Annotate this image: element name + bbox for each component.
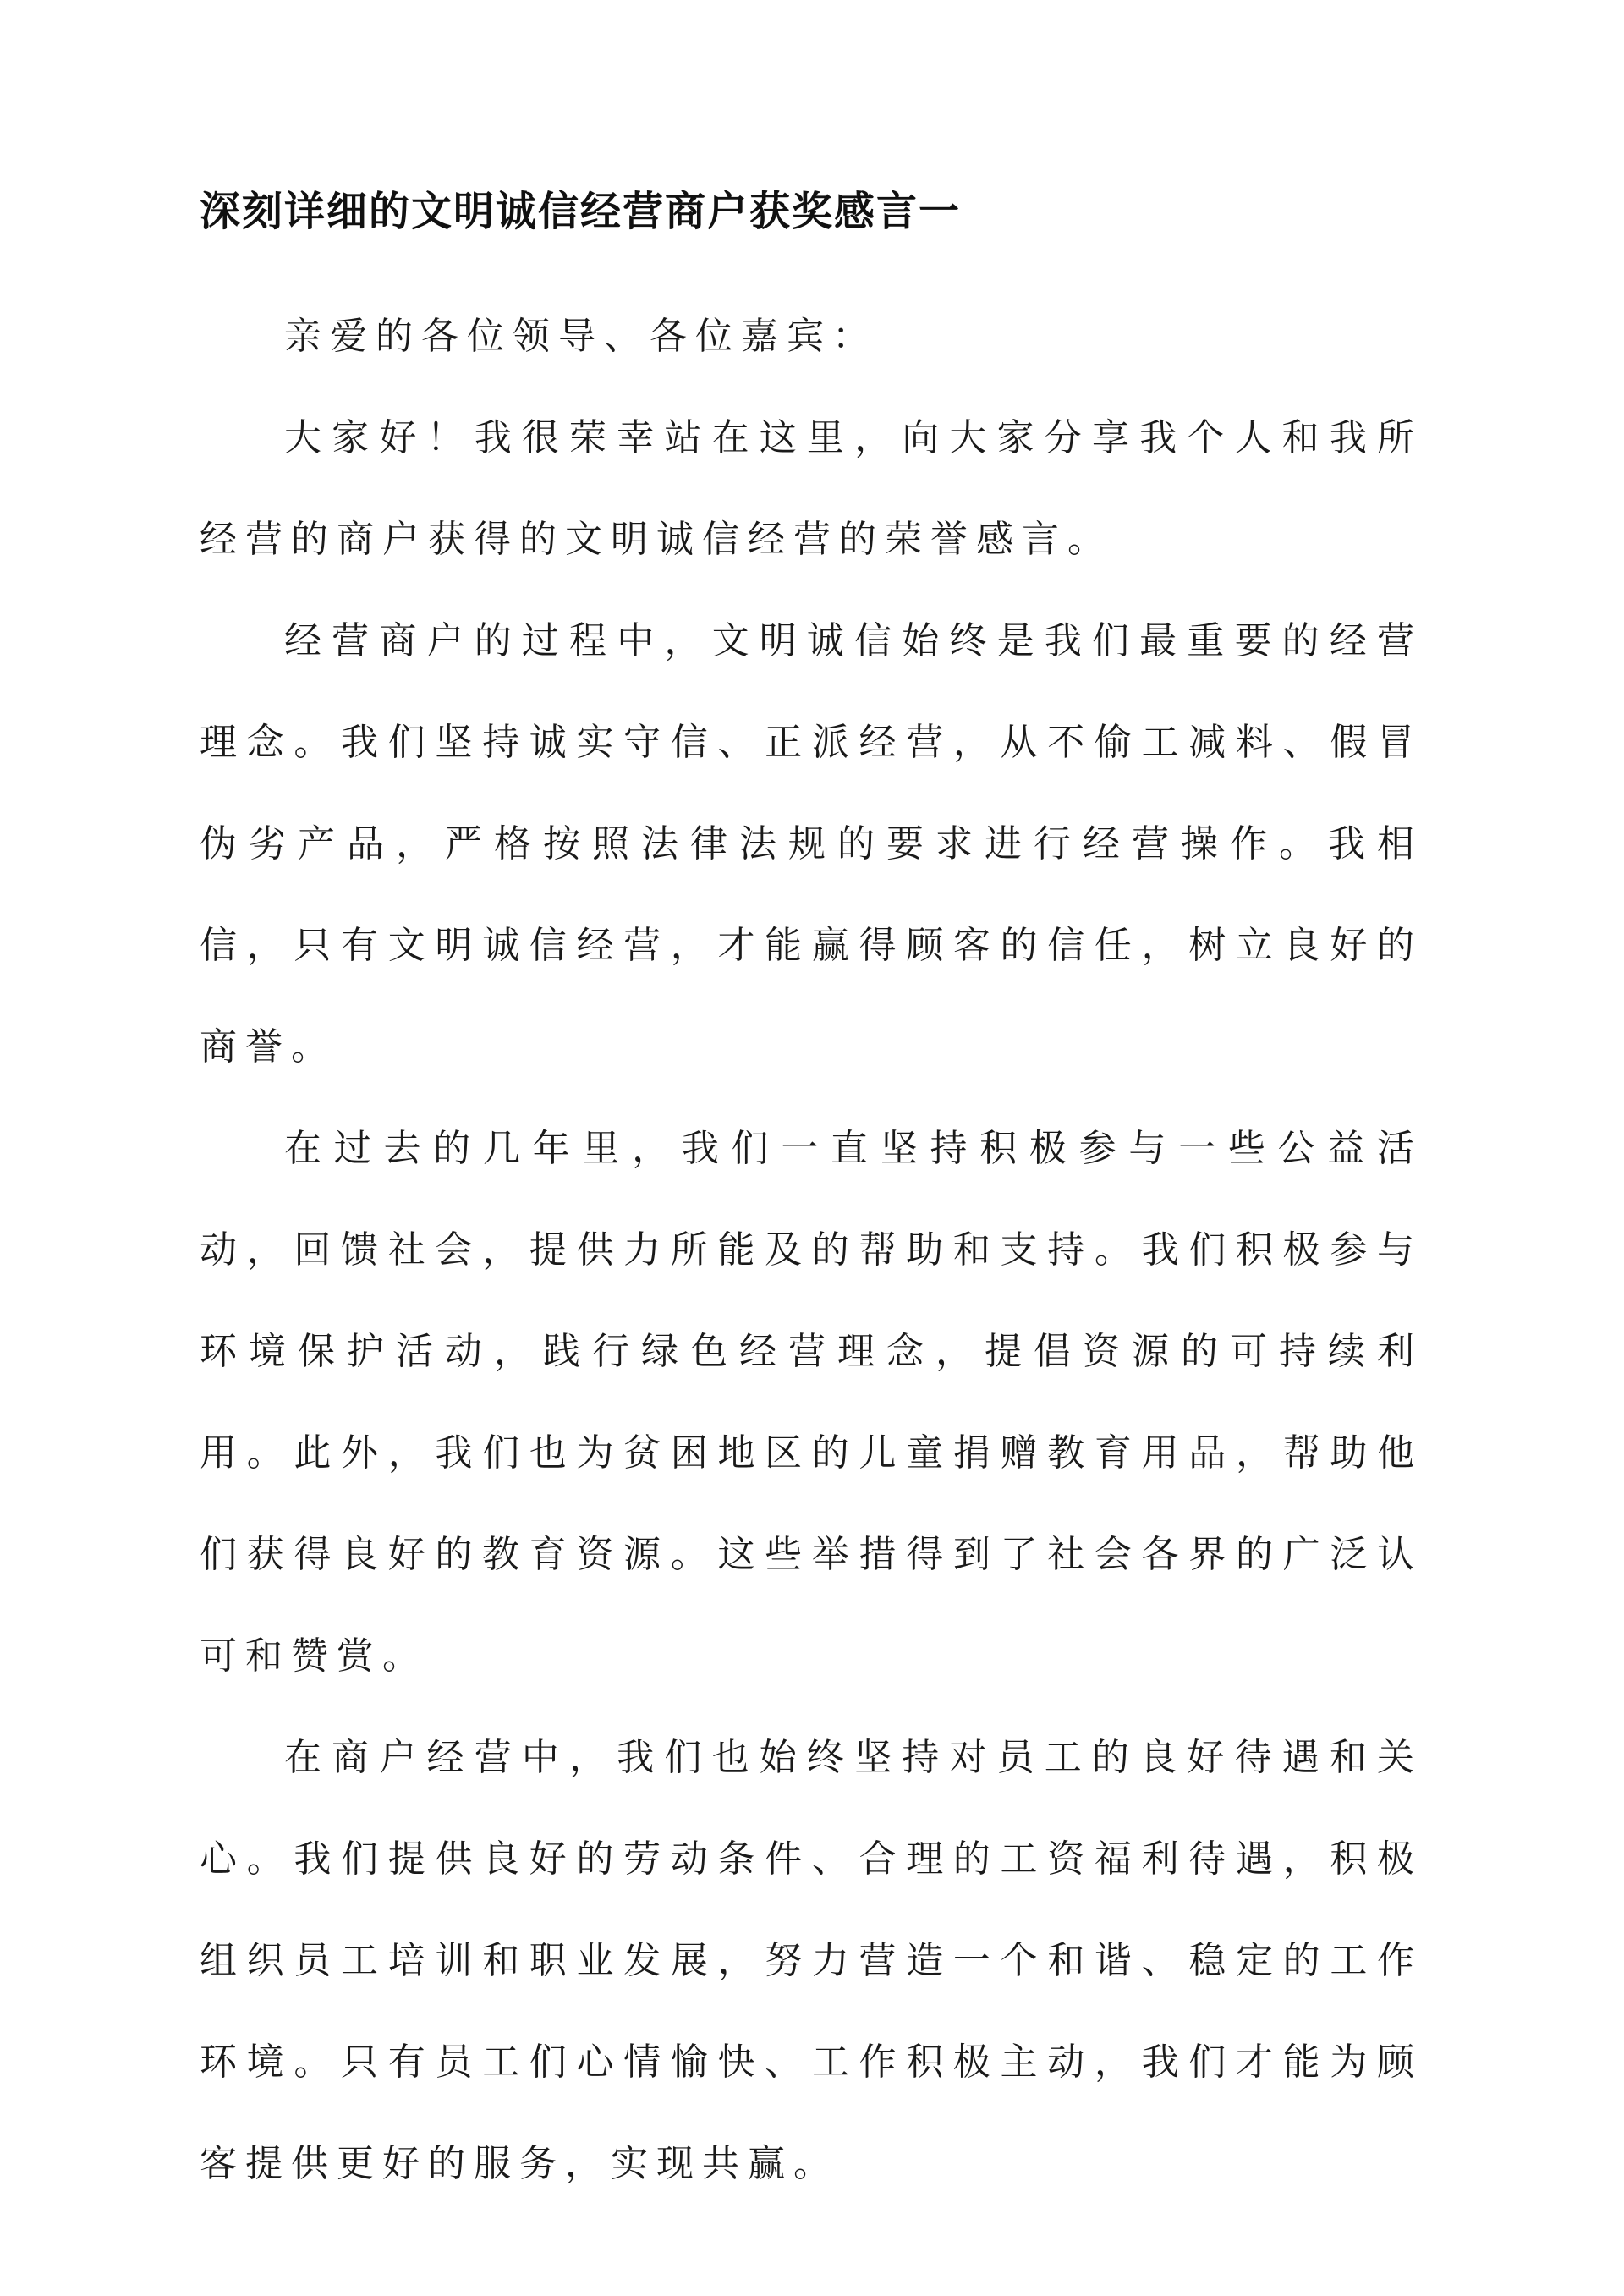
body-paragraph-4: 在商户经营中，我们也始终坚持对员工的良好待遇和关心。我们提供良好的劳动条件、合理的工资福利待遇，积极组织员工培训和职业发展，努力营造一个和谐、稳定的工作环境。只有员工们心情愉快、工作积极主动，我们才能为顾客提供更好的服务，实现共赢。 [200, 1736, 1423, 2185]
body-paragraph-1: 大家好！我很荣幸站在这里，向大家分享我个人和我所经营的商户获得的文明诚信经营的荣誉感言。 [200, 416, 1423, 561]
body-paragraph-2: 经营商户的过程中，文明诚信始终是我们最重要的经营理念。我们坚持诚实守信、正派经营，从不偷工减料、假冒伪劣产品，严格按照法律法规的要求进行经营操作。我相信，只有文明诚信经营，才能赢得顾客的信任，树立良好的商誉。 [200, 619, 1423, 1068]
document-title: 深刻详细的文明诚信经营商户获奖感言一 [200, 188, 962, 235]
document-page [200, 186, 1423, 2215]
greeting-paragraph: 亲爱的各位领导、各位嘉宾： [284, 315, 878, 358]
body-paragraph-3: 在过去的几年里，我们一直坚持积极参与一些公益活动，回馈社会，提供力所能及的帮助和支持。我们积极参与环境保护活动，践行绿色经营理念，提倡资源的可持续利用。此外，我们也为贫困地区的儿童捐赠教育用品，帮助他们获得良好的教育资源。这些举措得到了社会各界的广泛认可和赞赏。 [200, 1127, 1423, 1678]
